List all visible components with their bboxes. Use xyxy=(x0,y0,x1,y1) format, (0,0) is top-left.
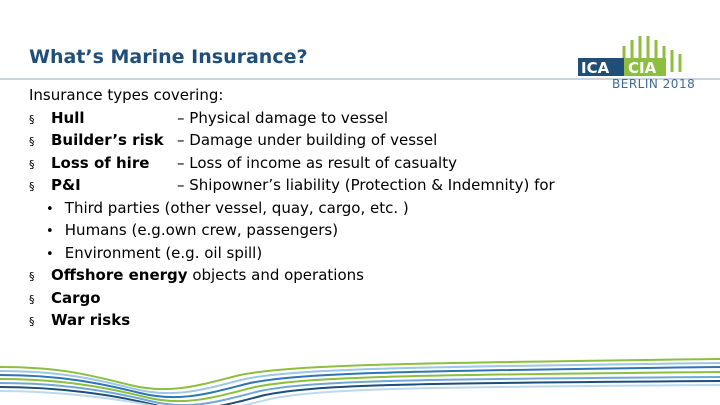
type-term: Hull xyxy=(51,108,85,127)
offshore-term: Offshore energy xyxy=(51,266,188,284)
square-bullet-icon: § xyxy=(29,135,35,148)
cargo-term: Cargo xyxy=(51,288,101,307)
type-term: Builder’s risk xyxy=(51,131,164,149)
type-term: P&I xyxy=(51,176,81,194)
type-desc: – Damage under building of vessel xyxy=(177,131,438,149)
type-desc: – Loss of income as result of casualty xyxy=(177,153,457,172)
type-term: Loss of hire xyxy=(51,153,150,172)
square-bullet-icon: § xyxy=(29,315,35,328)
square-bullet-icon: § xyxy=(29,270,35,283)
square-bullet-icon: § xyxy=(29,292,35,306)
sub-item-text: Third parties (other vessel, quay, cargo, etc. ) xyxy=(64,198,409,217)
slide-title: What’s Marine Insurance? xyxy=(29,46,308,68)
dot-bullet-icon: • xyxy=(46,224,54,239)
logo-subtitle: BERLIN 2018 xyxy=(612,77,696,91)
decorative-waves xyxy=(0,315,720,405)
type-desc: – Shipowner’s liability (Protection & Indemnity) for xyxy=(177,176,555,194)
sub-list-item xyxy=(29,242,669,265)
logo-text-ica: ICA xyxy=(581,59,610,77)
square-bullet-icon: § xyxy=(29,180,35,193)
list-item xyxy=(29,129,669,152)
logo-text-cia: CIA xyxy=(628,59,657,77)
sub-list-item xyxy=(29,219,669,242)
sub-item-text: Humans (e.g.own crew, passengers) xyxy=(64,221,339,239)
offshore-rest: objects and operations xyxy=(187,266,364,284)
list-item xyxy=(29,107,669,130)
square-bullet-icon: § xyxy=(29,112,35,126)
sub-item-text: Environment (e.g. oil spill) xyxy=(64,243,263,262)
list-item xyxy=(29,287,669,310)
list-item xyxy=(29,174,669,197)
square-bullet-icon: § xyxy=(29,157,35,171)
list-item xyxy=(29,152,669,175)
list-item xyxy=(29,264,669,287)
intro-line: Insurance types covering: xyxy=(29,86,224,104)
slide-body xyxy=(29,84,669,332)
dot-bullet-icon: • xyxy=(46,201,54,217)
war-term: War risks xyxy=(51,311,131,329)
type-desc: – Physical damage to vessel xyxy=(177,108,389,127)
sub-list-item xyxy=(29,197,669,220)
dot-bullet-icon: • xyxy=(46,246,54,262)
